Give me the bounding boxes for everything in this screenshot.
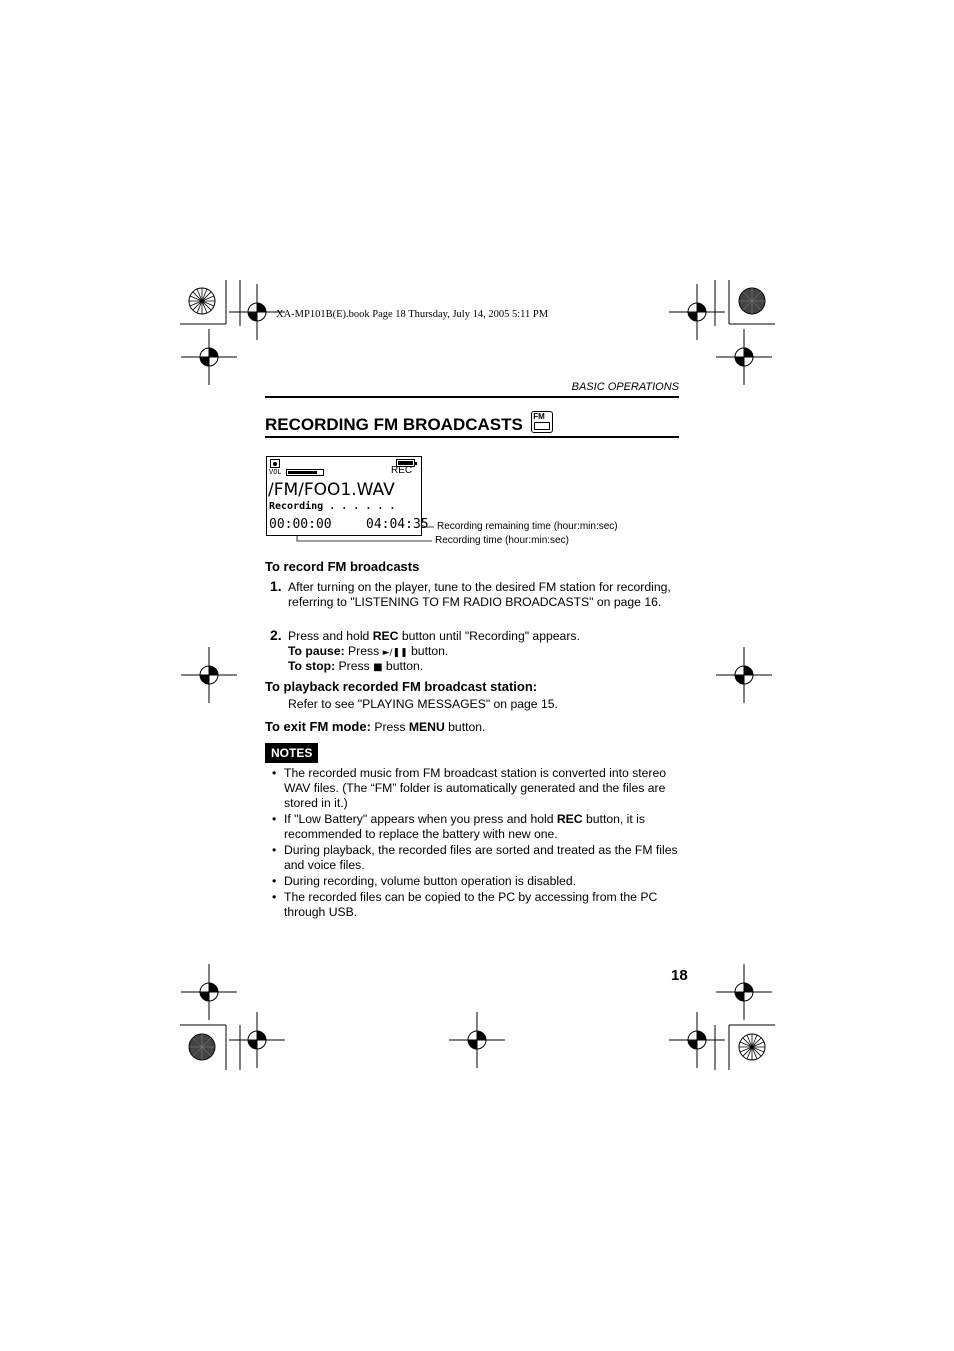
stop-instruction [288, 659, 423, 675]
exit-pre: Press [370, 720, 409, 734]
lcd-status: Recording . . . . . . [269, 501, 396, 512]
step-2-pre: Press and hold [288, 629, 373, 643]
step-2-rec-key: REC [372, 629, 399, 643]
notes-list [272, 766, 680, 921]
callout-remaining-time: Recording remaining time (hour:min:sec) [437, 521, 618, 532]
page-title-text: RECORDING FM BROADCASTS [265, 415, 523, 434]
book-info-line: XA-MP101B(E).book Page 18 Thursday, July 14, 2005 5:11 PM [276, 309, 549, 320]
callout-recording-time: Recording time (hour:min:sec) [435, 535, 569, 546]
step-1-number: 1. [270, 578, 282, 594]
stop-label: To stop: [288, 659, 336, 673]
exit-instruction [265, 718, 485, 736]
note-item: • The recorded files can be copied to the PC by accessing from the PC through USB. [272, 890, 680, 920]
note-item [272, 812, 680, 842]
rec-label: REC [391, 465, 413, 476]
stop-post: button. [382, 659, 424, 673]
play-pause-icon: ►/❚❚ [382, 648, 408, 658]
lcd-elapsed-time: 00:00:00 [269, 517, 332, 532]
step-2-number: 2. [270, 627, 282, 643]
notes-badge: NOTES [265, 743, 318, 763]
lcd-remaining-time: 04:04:35 [366, 517, 429, 532]
note-item: • During recording, volume button operation is disabled. [272, 874, 680, 889]
exit-post: button. [444, 720, 486, 734]
pause-label: To pause: [288, 644, 345, 658]
stop-pre: Press [335, 659, 374, 673]
record-heading: To record FM broadcasts [265, 559, 420, 574]
playback-text: Refer to see "PLAYING MESSAGES" on page 15. [288, 697, 558, 711]
lcd-filename: /FM/FOO1.WAV [268, 480, 395, 500]
note-2-rec-key: REC [556, 812, 583, 826]
note-item: • The recorded music from FM broadcast station is converted into stereo WAV files. (The “FM” folder is automatically generated and the files are stored in it.) [272, 766, 680, 811]
pause-pre: Press [344, 644, 383, 658]
page-number: 18 [671, 967, 688, 984]
step-2-post: button until "Recording" appears. [398, 629, 580, 643]
step-1-text: After turning on the player, tune to the desired FM station for recording, referring to "LISTENING TO FM RADIO BROADCASTS" on page 16. [288, 580, 671, 609]
vol-label: VOL [269, 468, 282, 476]
note-2-post: button, it is recommended to replace the battery with new one. [284, 812, 645, 841]
pause-post: button. [407, 644, 449, 658]
exit-heading: To exit FM mode: [265, 719, 371, 734]
note-item: • During playback, the recorded files are sorted and treated as the FM files and voice files. [272, 843, 680, 873]
fm-icon-label: FM [533, 412, 545, 421]
note-2-pre: If "Low Battery" appears when you press and hold [284, 812, 557, 826]
step-2-text [288, 629, 680, 644]
playback-heading: To playback recorded FM broadcast station: [265, 679, 538, 694]
section-label: BASIC OPERATIONS [571, 381, 679, 393]
exit-menu-key: MENU [408, 720, 445, 734]
stop-icon: ■ [373, 662, 383, 673]
